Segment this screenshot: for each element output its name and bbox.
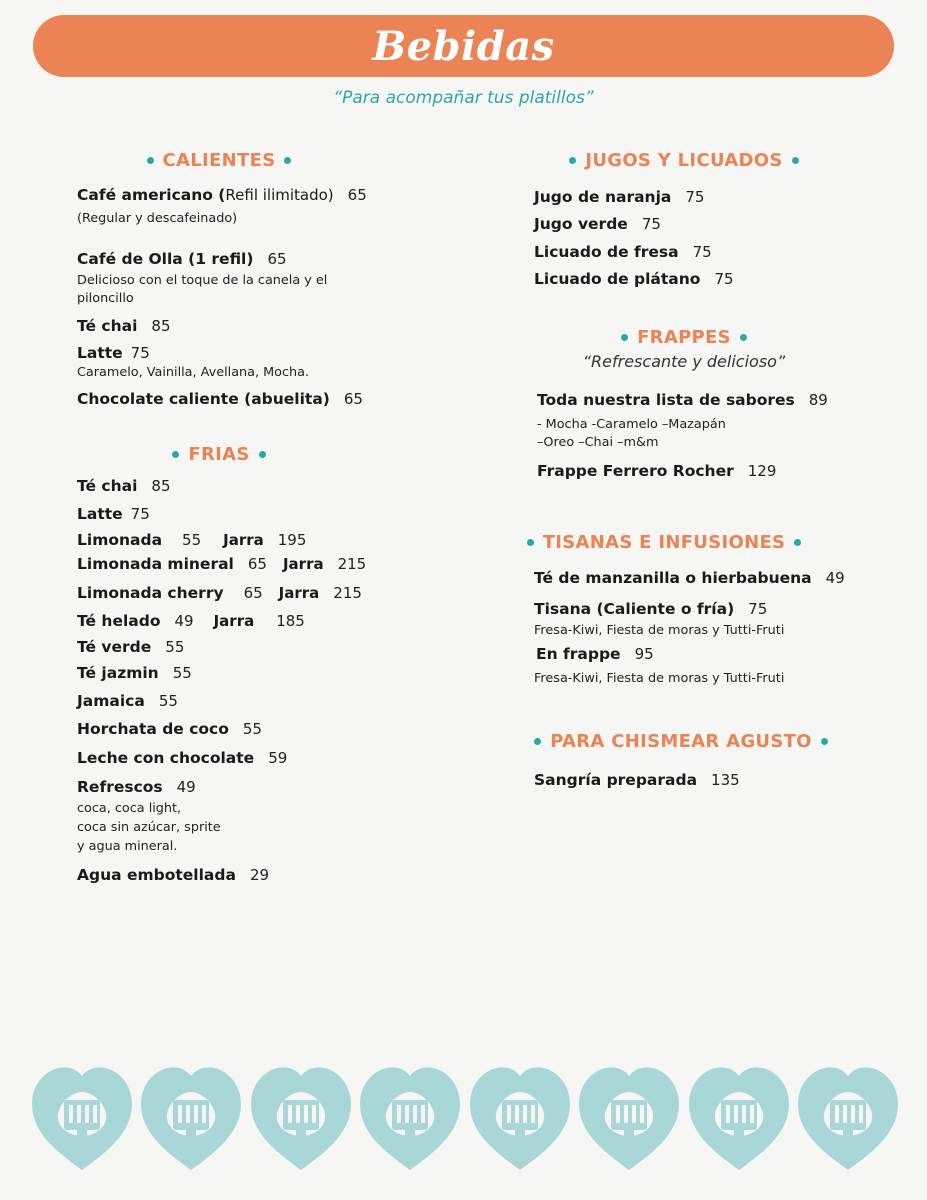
item-price: 55 bbox=[165, 638, 185, 656]
page-subtitle: “Para acompañar tus platillos” bbox=[333, 88, 594, 108]
menu-item bbox=[534, 569, 845, 587]
item-name: Tisana (Caliente o fría) bbox=[534, 600, 735, 618]
menu-item bbox=[77, 866, 269, 884]
section-frias bbox=[77, 444, 369, 465]
item-price: 55 bbox=[242, 720, 262, 738]
menu-item bbox=[77, 390, 363, 408]
menu-item bbox=[77, 555, 366, 573]
item-description: (Regular y descafeinado) bbox=[77, 211, 238, 226]
item-price: 75 bbox=[685, 188, 705, 206]
item-name: Café americano ( bbox=[77, 186, 226, 204]
menu-item bbox=[77, 505, 150, 523]
spatula-heart-icon bbox=[139, 1062, 243, 1172]
spatula-heart-icon bbox=[796, 1062, 900, 1172]
jarra-price: 185 bbox=[276, 612, 305, 630]
item-price: 85 bbox=[151, 477, 171, 495]
jarra-price: 195 bbox=[277, 531, 307, 549]
item-name: Latte bbox=[77, 505, 123, 523]
item-name: Té chai bbox=[77, 477, 138, 495]
item-name: Agua embotellada bbox=[77, 866, 236, 884]
section-title: FRAPPES bbox=[637, 327, 731, 348]
item-name: Té jazmin bbox=[77, 664, 159, 682]
section-title: TISANAS E INFUSIONES bbox=[542, 532, 786, 553]
item-name: Limonada mineral bbox=[77, 555, 234, 573]
menu-item bbox=[534, 600, 767, 618]
item-name: Refrescos bbox=[77, 778, 163, 796]
bullet-dot-icon bbox=[569, 157, 576, 164]
item-name: Leche con chocolate bbox=[77, 749, 255, 767]
item-name-extra: Refil ilimitado) bbox=[225, 186, 334, 204]
item-description: Caramelo, Vainilla, Avellana, Mocha. bbox=[77, 365, 310, 380]
section-heading bbox=[534, 150, 834, 171]
item-price: 29 bbox=[249, 866, 270, 884]
item-description: - Mocha -Caramelo –Mazapán bbox=[537, 417, 726, 432]
menu-item bbox=[77, 612, 305, 630]
title-banner bbox=[33, 15, 894, 77]
item-description: coca sin azúcar, sprite bbox=[77, 820, 221, 835]
item-price: 55 bbox=[182, 531, 202, 549]
menu-item bbox=[77, 692, 178, 710]
item-name: Limonada bbox=[77, 531, 163, 549]
bullet-dot-icon bbox=[284, 157, 291, 164]
bullet-dot-icon bbox=[740, 334, 747, 341]
item-name: Toda nuestra lista de sabores bbox=[537, 391, 795, 409]
item-description: –Oreo –Chai –m&m bbox=[537, 435, 659, 450]
menu-item bbox=[534, 188, 704, 206]
bullet-dot-icon bbox=[821, 738, 828, 745]
menu-item bbox=[537, 391, 828, 409]
item-price: 75 bbox=[692, 243, 712, 261]
item-price: 49 bbox=[176, 778, 196, 796]
page-title: Bebidas bbox=[372, 22, 555, 70]
item-name: Té verde bbox=[77, 638, 152, 656]
menu-item bbox=[534, 215, 661, 233]
menu-item bbox=[77, 749, 287, 767]
item-price: 65 bbox=[243, 584, 263, 602]
item-price: 65 bbox=[267, 250, 287, 268]
item-name: Jugo de naranja bbox=[534, 188, 672, 206]
menu-item bbox=[77, 584, 362, 602]
item-name: Licuado de plátano bbox=[534, 270, 701, 288]
item-price: 59 bbox=[268, 749, 288, 767]
spatula-heart-icon bbox=[468, 1062, 572, 1172]
jarra-label: Jarra bbox=[278, 584, 320, 602]
section-tisanas bbox=[534, 532, 814, 553]
item-name: Frappe Ferrero Rocher bbox=[537, 462, 734, 480]
item-price: 55 bbox=[172, 664, 192, 682]
bullet-dot-icon bbox=[794, 539, 801, 546]
menu-item bbox=[77, 344, 150, 362]
item-name: Té chai bbox=[77, 317, 138, 335]
section-heading bbox=[514, 532, 814, 553]
jarra-label: Jarra bbox=[213, 612, 255, 630]
item-price: 55 bbox=[158, 692, 178, 710]
jarra-price: 215 bbox=[333, 584, 362, 602]
item-name: Horchata de coco bbox=[77, 720, 229, 738]
section-heading bbox=[534, 327, 834, 348]
section-title: PARA CHISMEAR AGUSTO bbox=[550, 731, 812, 752]
item-price: 75 bbox=[130, 344, 150, 362]
item-description: piloncillo bbox=[77, 291, 134, 306]
section-frappes bbox=[534, 327, 834, 371]
item-price: 65 bbox=[343, 390, 363, 408]
spatula-heart-icon bbox=[358, 1062, 462, 1172]
spatula-heart-icon bbox=[577, 1062, 681, 1172]
item-name: Chocolate caliente (abuelita) bbox=[77, 390, 330, 408]
item-name: Café de Olla (1 refil) bbox=[77, 250, 254, 268]
section-heading bbox=[69, 150, 369, 171]
bullet-dot-icon bbox=[172, 451, 179, 458]
menu-item bbox=[77, 317, 171, 335]
item-name: Té helado bbox=[77, 612, 161, 630]
item-price: 129 bbox=[747, 462, 777, 480]
bullet-dot-icon bbox=[259, 451, 266, 458]
item-name: Sangría preparada bbox=[534, 771, 698, 789]
menu-item bbox=[77, 664, 192, 682]
item-name: Té de manzanilla o hierbabuena bbox=[534, 569, 812, 587]
section-title: JUGOS Y LICUADOS bbox=[585, 150, 783, 171]
item-price: 75 bbox=[641, 215, 661, 233]
item-price: 75 bbox=[130, 505, 150, 523]
menu-item bbox=[77, 531, 306, 549]
jarra-label: Jarra bbox=[223, 531, 264, 549]
jarra-label: Jarra bbox=[282, 555, 324, 573]
item-price: 65 bbox=[347, 186, 367, 204]
menu-item bbox=[537, 462, 776, 480]
footer-decoration bbox=[30, 1062, 900, 1182]
section-calientes bbox=[77, 150, 477, 171]
menu-item bbox=[77, 778, 196, 796]
bullet-dot-icon bbox=[621, 334, 628, 341]
item-name: En frappe bbox=[536, 645, 621, 663]
menu-item bbox=[77, 477, 171, 495]
menu-item bbox=[534, 243, 712, 261]
item-name: Jamaica bbox=[77, 692, 145, 710]
item-name: Jugo verde bbox=[534, 215, 628, 233]
section-jugos bbox=[534, 150, 834, 171]
item-price: 75 bbox=[714, 270, 734, 288]
menu-item bbox=[536, 645, 654, 663]
bullet-dot-icon bbox=[147, 157, 154, 164]
item-description: y agua mineral. bbox=[77, 839, 178, 854]
item-price: 95 bbox=[634, 645, 654, 663]
menu-item bbox=[77, 720, 262, 738]
item-description: coca, coca light, bbox=[77, 801, 182, 816]
menu-item bbox=[77, 638, 184, 656]
item-description: Fresa-Kiwi, Fiesta de moras y Tutti-Fruti bbox=[534, 671, 785, 686]
spatula-heart-icon bbox=[687, 1062, 791, 1172]
jarra-price: 215 bbox=[337, 555, 367, 573]
item-name: Limonada cherry bbox=[77, 584, 224, 602]
item-price: 89 bbox=[808, 391, 828, 409]
menu-item bbox=[534, 270, 734, 288]
section-title: CALIENTES bbox=[162, 150, 276, 171]
menu-item bbox=[534, 771, 740, 789]
item-price: 75 bbox=[748, 600, 768, 618]
item-description: Fresa-Kiwi, Fiesta de moras y Tutti-Fruti bbox=[534, 623, 785, 638]
item-price: 49 bbox=[825, 569, 845, 587]
item-price: 85 bbox=[151, 317, 171, 335]
section-heading bbox=[526, 731, 836, 752]
section-heading bbox=[69, 444, 369, 465]
bullet-dot-icon bbox=[792, 157, 799, 164]
item-price: 65 bbox=[247, 555, 267, 573]
spatula-heart-icon bbox=[249, 1062, 353, 1172]
menu-item bbox=[77, 186, 367, 204]
item-price: 135 bbox=[711, 771, 740, 789]
spatula-heart-icon bbox=[30, 1062, 134, 1172]
section-title: FRIAS bbox=[188, 444, 250, 465]
item-name: Latte bbox=[77, 344, 123, 362]
item-name: Licuado de fresa bbox=[534, 243, 679, 261]
bullet-dot-icon bbox=[534, 738, 541, 745]
section-chismear bbox=[534, 731, 836, 752]
item-price: 49 bbox=[174, 612, 194, 630]
item-description: Delicioso con el toque de la canela y el bbox=[77, 273, 328, 288]
menu-item bbox=[77, 250, 287, 268]
bullet-dot-icon bbox=[527, 539, 534, 546]
section-subtitle: “Refrescante y delicioso” bbox=[582, 352, 786, 371]
